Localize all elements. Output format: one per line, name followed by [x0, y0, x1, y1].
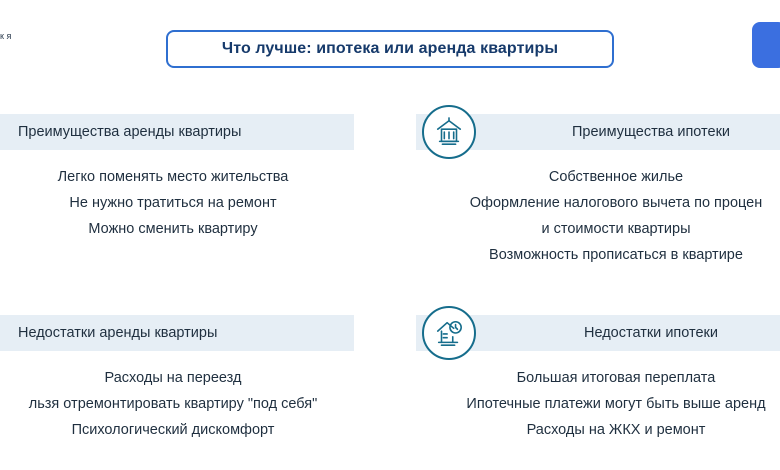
block-mortgage-pros-list: [416, 150, 780, 268]
block-mortgage-pros-heading: Преимущества ипотеки: [571, 124, 731, 140]
list-item: Легко поменять место жительства: [57, 169, 289, 185]
list-item: Психологический дискомфорт: [71, 422, 275, 438]
block-rent-cons-heading: Недостатки аренды квартиры: [18, 325, 218, 341]
list-item: Можно сменить квартиру: [88, 221, 258, 237]
page-title: Что лучше: ипотека или аренда квартиры: [221, 40, 559, 57]
corner-accent-button[interactable]: [752, 22, 780, 68]
list-item: льзя отремонтировать квартиру "под себя": [28, 396, 318, 412]
block-rent-cons-list: [0, 351, 350, 443]
list-item: и стоимости квартиры: [541, 221, 691, 237]
block-rent-pros-header: [0, 114, 354, 150]
list-item: Не нужно тратиться на ремонт: [69, 195, 277, 211]
block-mortgage-pros: [416, 114, 780, 268]
block-mortgage-cons-list: [416, 351, 780, 443]
block-rent-pros: [0, 114, 354, 242]
block-rent-pros-heading: Преимущества аренды квартиры: [18, 124, 242, 140]
list-item: Расходы на переезд: [104, 370, 242, 386]
block-mortgage-cons-heading: Недостатки ипотеки: [583, 325, 718, 341]
block-mortgage-cons: [416, 315, 780, 443]
block-rent-pros-list: [0, 150, 350, 242]
list-item: Расходы на ЖКХ и ремонт: [526, 422, 706, 438]
block-rent-cons: [0, 315, 354, 443]
block-rent-cons-header: [0, 315, 354, 351]
list-item: Ипотечные платежи могут быть выше аренд: [466, 396, 766, 412]
slide-title-box: [166, 30, 614, 68]
list-item: Большая итоговая переплата: [516, 370, 716, 386]
list-item: Оформление налогового вычета по процен: [469, 195, 763, 211]
list-item: Возможность прописаться в квартире: [489, 247, 743, 263]
list-item: Собственное жилье: [548, 169, 684, 185]
left-edge-clipped-text: к я: [0, 31, 12, 41]
